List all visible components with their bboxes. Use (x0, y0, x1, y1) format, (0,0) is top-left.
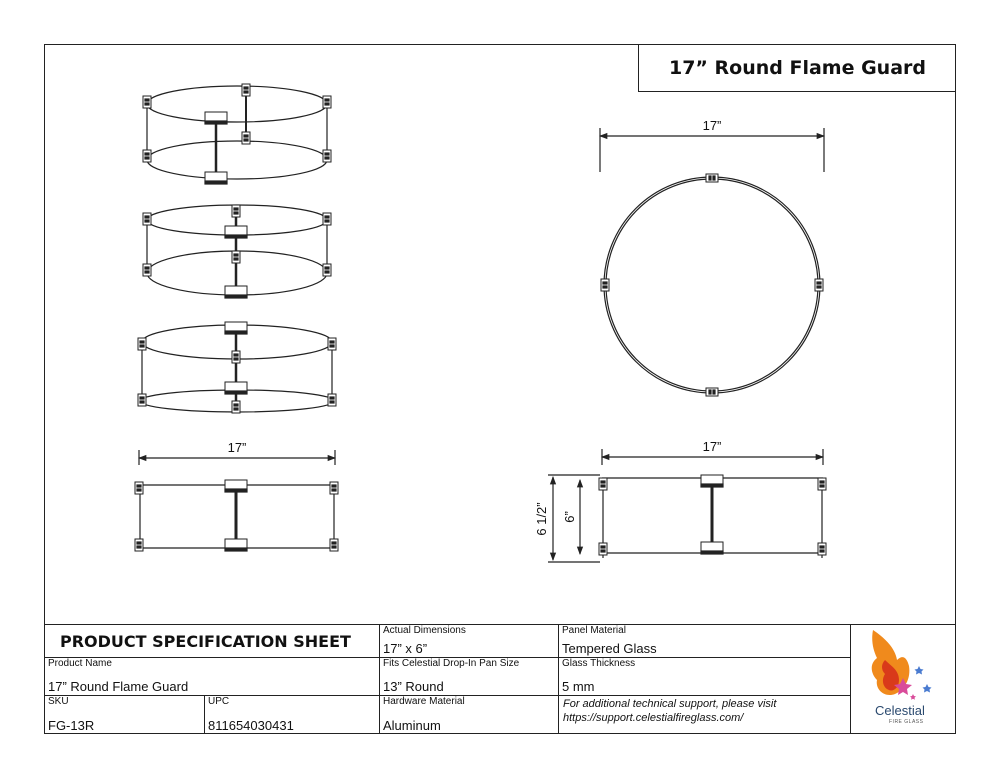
upc-label: UPC (208, 696, 230, 707)
logo-sub: FIRE GLASS (889, 719, 924, 725)
logo-name: Celestial (875, 703, 925, 718)
perspective-view-1 (143, 84, 331, 184)
panel-material-label: Panel Material (562, 625, 626, 636)
top-view-width-label: 17” (702, 118, 722, 133)
spec-table (44, 624, 956, 734)
upc-value: 811654030431 (208, 718, 294, 733)
sku-value: FG-13R (48, 718, 95, 733)
page-title: 17” Round Flame Guard (668, 56, 927, 79)
hardware-value: Aluminum (383, 718, 441, 733)
glass-thickness-cell (558, 657, 850, 695)
support-text: For additional technical support, please visit (563, 698, 777, 710)
front-view-right (548, 449, 826, 562)
glass-thickness-value: 5 mm (562, 679, 595, 694)
product-name-value: 17” Round Flame Guard (48, 679, 189, 694)
actual-dimensions-value: 17” x 6” (383, 641, 428, 656)
overall-height-label: 6 1/2” (534, 502, 549, 536)
hardware-cell (379, 695, 558, 734)
actual-dimensions-cell (379, 624, 558, 657)
flame-star-icon (851, 624, 956, 712)
actual-dimensions-label: Actual Dimensions (383, 625, 466, 636)
hardware-label: Hardware Material (383, 696, 465, 707)
front-right-width-label: 17” (702, 439, 722, 454)
front-view-left (135, 450, 338, 551)
perspective-view-3 (138, 322, 336, 413)
panel-material-value: Tempered Glass (562, 641, 657, 656)
support-note (563, 697, 776, 725)
upc-cell (204, 695, 379, 734)
pan-size-value: 13” Round (383, 679, 444, 694)
product-name-cell (44, 657, 379, 695)
spec-heading: PRODUCT SPECIFICATION SHEET (60, 632, 351, 651)
top-view (600, 128, 824, 396)
glass-thickness-label: Glass Thickness (562, 658, 636, 669)
celestial-logo (851, 624, 956, 734)
sku-label: SKU (48, 696, 69, 707)
panel-material-cell (558, 624, 850, 657)
pan-size-cell (379, 657, 558, 695)
product-name-label: Product Name (48, 658, 112, 669)
pan-size-label: Fits Celestial Drop-In Pan Size (383, 658, 520, 669)
glass-height-label: 6” (562, 511, 577, 523)
perspective-view-2 (143, 205, 331, 298)
front-left-width-label: 17” (227, 440, 247, 455)
support-link[interactable]: https://support.celestialfireglass.com/ (563, 712, 744, 724)
sku-cell (44, 695, 204, 734)
